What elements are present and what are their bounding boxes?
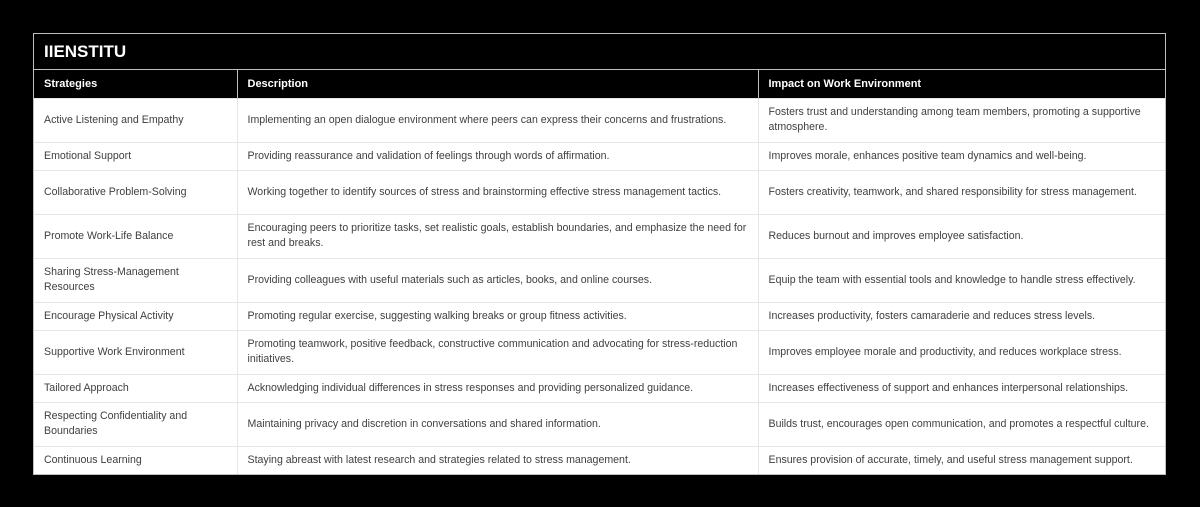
cell-strategy: Tailored Approach (34, 374, 237, 402)
cell-strategy: Active Listening and Empathy (34, 98, 237, 142)
strategies-table (33, 33, 1166, 475)
table-row (34, 402, 1165, 446)
cell-description: Implementing an open dialogue environment where peers can express their concerns and frustrations. (237, 98, 758, 142)
header-description: Description (237, 70, 758, 98)
table-row (34, 446, 1165, 474)
cell-description: Promoting regular exercise, suggesting walking breaks or group fitness activities. (237, 302, 758, 330)
cell-description: Staying abreast with latest research and strategies related to stress management. (237, 446, 758, 474)
header-impact: Impact on Work Environment (758, 70, 1165, 98)
cell-impact: Equip the team with essential tools and knowledge to handle stress effectively. (758, 258, 1165, 302)
table-row (34, 258, 1165, 302)
cell-description: Acknowledging individual differences in stress responses and providing personalized guidance. (237, 374, 758, 402)
cell-description: Promoting teamwork, positive feedback, constructive communication and advocating for stress-reduction initiatives. (237, 330, 758, 374)
table-row (34, 302, 1165, 330)
table-row (34, 214, 1165, 258)
data-table (34, 70, 1165, 474)
cell-description: Maintaining privacy and discretion in conversations and shared information. (237, 402, 758, 446)
cell-strategy: Promote Work-Life Balance (34, 214, 237, 258)
cell-impact: Builds trust, encourages open communication, and promotes a respectful culture. (758, 402, 1165, 446)
cell-description: Providing reassurance and validation of feelings through words of affirmation. (237, 142, 758, 170)
cell-strategy: Respecting Confidentiality and Boundaries (34, 402, 237, 446)
cell-description: Working together to identify sources of stress and brainstorming effective stress management tactics. (237, 170, 758, 214)
table-row (34, 142, 1165, 170)
header-strategies: Strategies (34, 70, 237, 98)
cell-impact: Fosters creativity, teamwork, and shared responsibility for stress management. (758, 170, 1165, 214)
cell-impact: Improves employee morale and productivity, and reduces workplace stress. (758, 330, 1165, 374)
cell-impact: Reduces burnout and improves employee satisfaction. (758, 214, 1165, 258)
header-row (34, 70, 1165, 98)
cell-description: Providing colleagues with useful materials such as articles, books, and online courses. (237, 258, 758, 302)
table-title: IIENSTITU (34, 34, 1165, 70)
table-row (34, 374, 1165, 402)
cell-impact: Improves morale, enhances positive team dynamics and well-being. (758, 142, 1165, 170)
cell-strategy: Collaborative Problem-Solving (34, 170, 237, 214)
cell-strategy: Supportive Work Environment (34, 330, 237, 374)
cell-impact: Ensures provision of accurate, timely, and useful stress management support. (758, 446, 1165, 474)
cell-strategy: Sharing Stress-Management Resources (34, 258, 237, 302)
cell-strategy: Emotional Support (34, 142, 237, 170)
cell-impact: Increases productivity, fosters camaraderie and reduces stress levels. (758, 302, 1165, 330)
cell-strategy: Continuous Learning (34, 446, 237, 474)
cell-description: Encouraging peers to prioritize tasks, set realistic goals, establish boundaries, and emphasize the need for rest and breaks. (237, 214, 758, 258)
cell-impact: Fosters trust and understanding among team members, promoting a supportive atmosphere. (758, 98, 1165, 142)
table-row (34, 98, 1165, 142)
cell-strategy: Encourage Physical Activity (34, 302, 237, 330)
table-row (34, 330, 1165, 374)
cell-impact: Increases effectiveness of support and enhances interpersonal relationships. (758, 374, 1165, 402)
table-row (34, 170, 1165, 214)
